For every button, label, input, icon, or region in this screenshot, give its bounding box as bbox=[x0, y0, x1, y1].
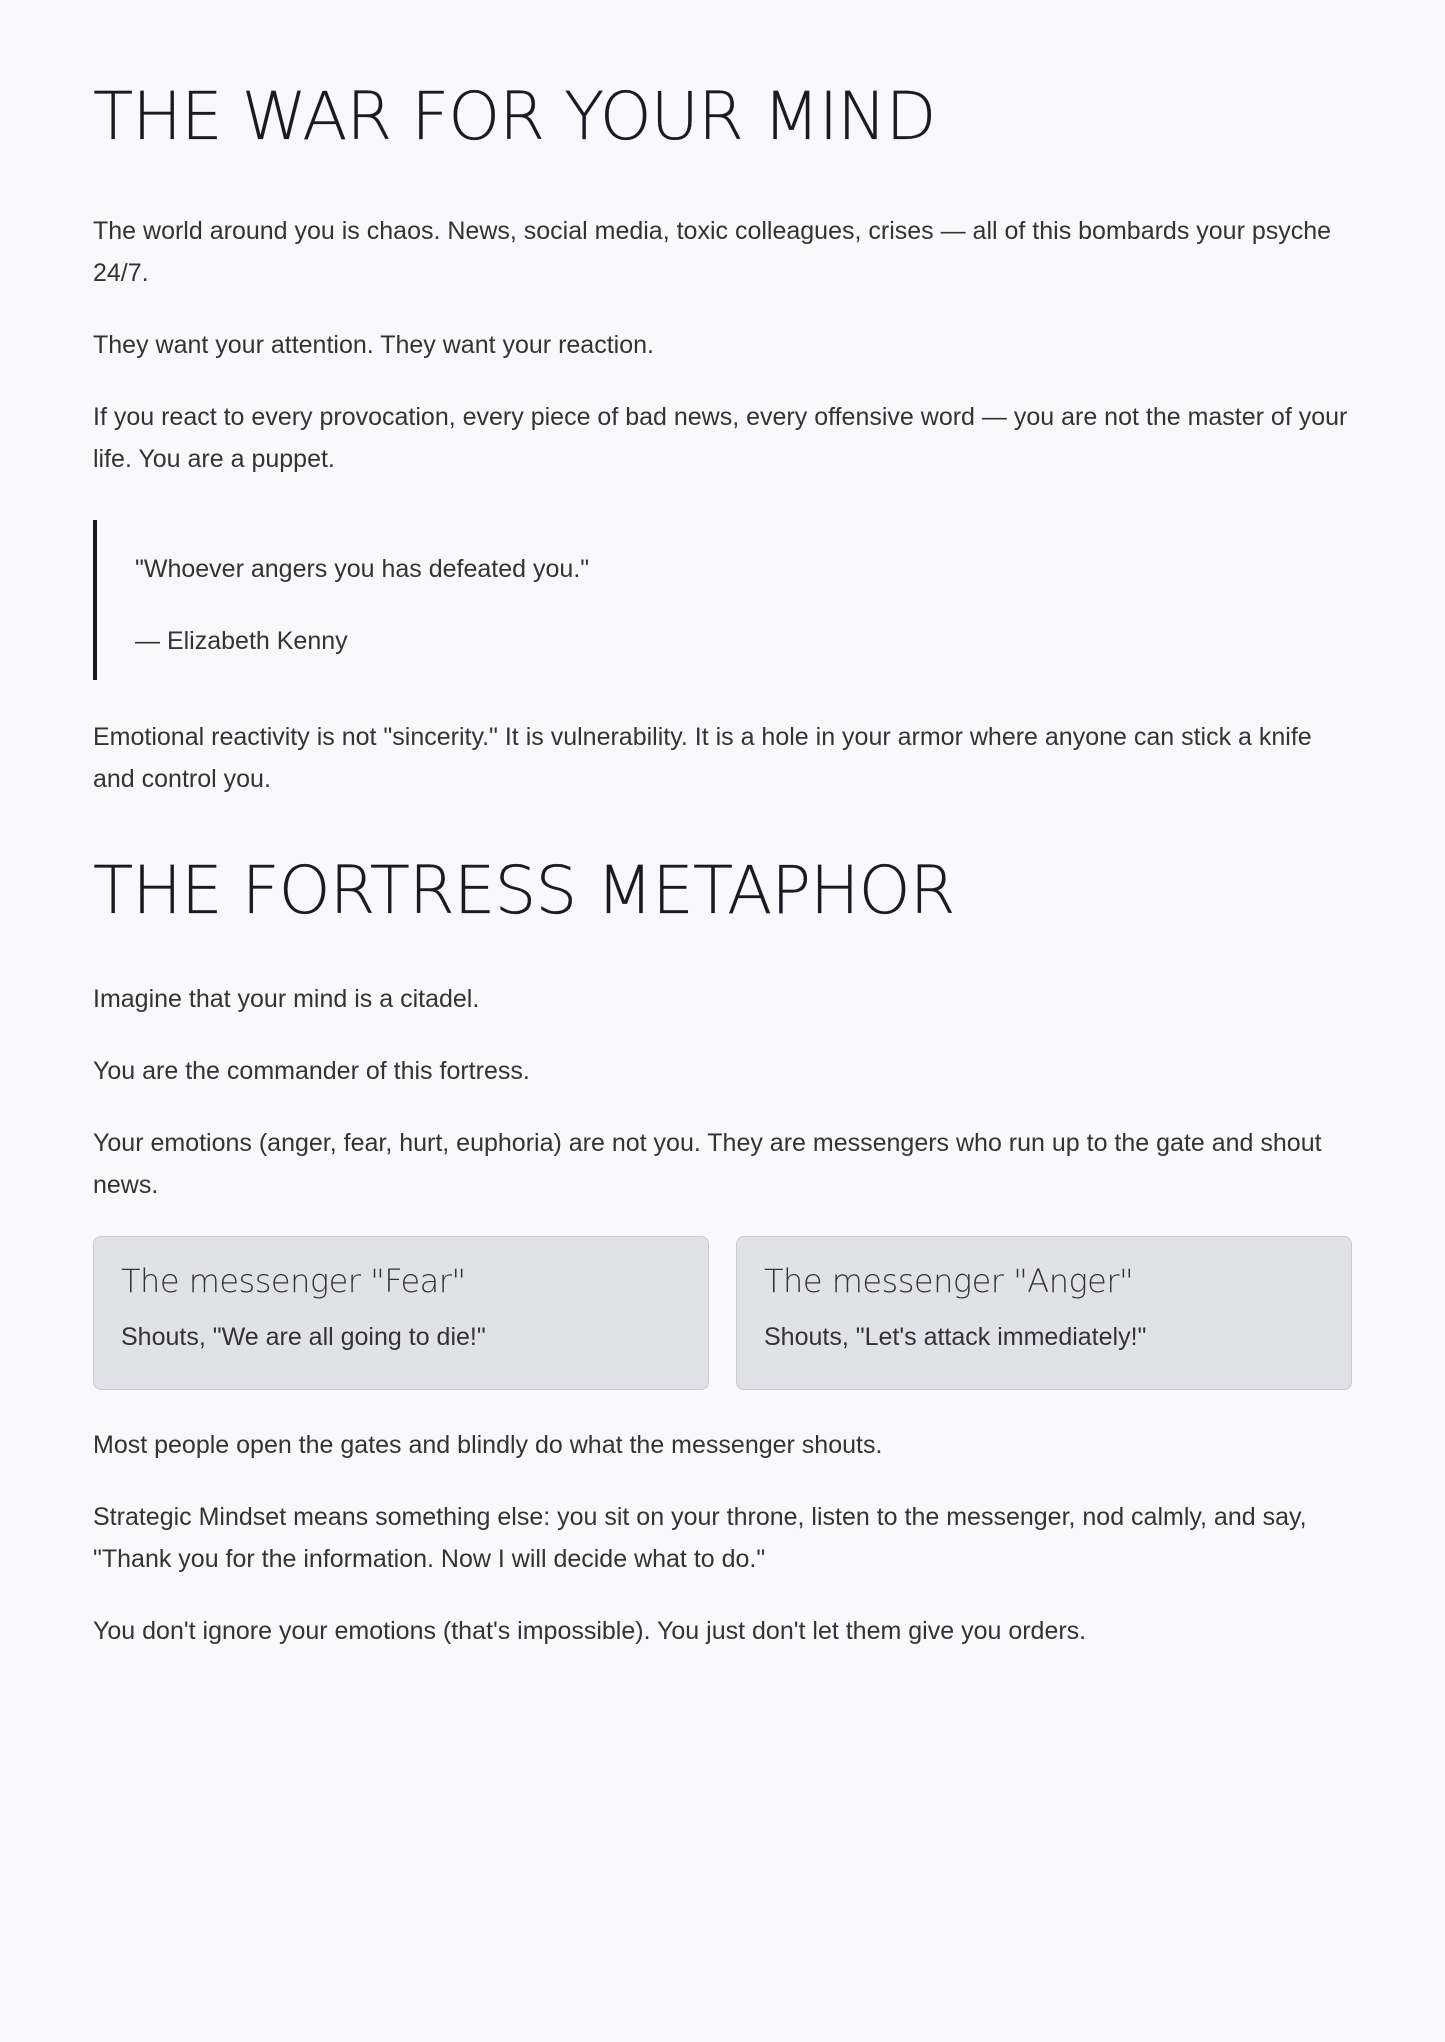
section-heading: THE FORTRESS METAPHOR bbox=[93, 852, 955, 929]
paragraph: The world around you is chaos. News, social media, toxic colleagues, crises — all of this bombards your psyche 24/7. bbox=[93, 217, 1332, 287]
section-fortress-metaphor bbox=[93, 846, 1352, 1652]
paragraph: If you react to every provocation, every piece of bad news, every offensive word — you are not the master of your life. You are a puppet. bbox=[93, 403, 1348, 473]
quote-attribution: — Elizabeth Kenny bbox=[135, 627, 348, 655]
paragraph: Imagine that your mind is a citadel. bbox=[93, 985, 480, 1013]
card-text: Shouts, "Let's attack immediately!" bbox=[764, 1323, 1147, 1351]
card-messenger-fear bbox=[93, 1236, 709, 1390]
messenger-cards bbox=[93, 1236, 1352, 1390]
paragraph: They want your attention. They want your reaction. bbox=[93, 331, 654, 359]
paragraph: Most people open the gates and blindly do what the messenger shouts. bbox=[93, 1431, 883, 1459]
card-text: Shouts, "We are all going to die!" bbox=[121, 1323, 486, 1351]
card-title: The messenger "Fear" bbox=[121, 1262, 466, 1300]
paragraph: You are the commander of this fortress. bbox=[93, 1057, 530, 1085]
section-heading: THE WAR FOR YOUR MIND bbox=[93, 78, 936, 155]
quote-text: "Whoever angers you has defeated you." bbox=[135, 555, 590, 583]
paragraph: Strategic Mindset means something else: you sit on your throne, listen to the messenger, nod calmly, and say, "Thank you for the information. Now I will decide what to do." bbox=[93, 1503, 1307, 1573]
quote-block bbox=[93, 520, 1352, 680]
card-messenger-anger bbox=[736, 1236, 1352, 1390]
card-title: The messenger "Anger" bbox=[764, 1262, 1134, 1300]
paragraph: Your emotions (anger, fear, hurt, euphoria) are not you. They are messengers who run up to the gate and shout news. bbox=[93, 1129, 1322, 1199]
paragraph: Emotional reactivity is not "sincerity." It is vulnerability. It is a hole in your armor where anyone can stick a knife and control you. bbox=[93, 723, 1312, 793]
paragraph: You don't ignore your emotions (that's impossible). You just don't let them give you orders. bbox=[93, 1617, 1087, 1645]
section-war-for-your-mind bbox=[93, 72, 1352, 800]
